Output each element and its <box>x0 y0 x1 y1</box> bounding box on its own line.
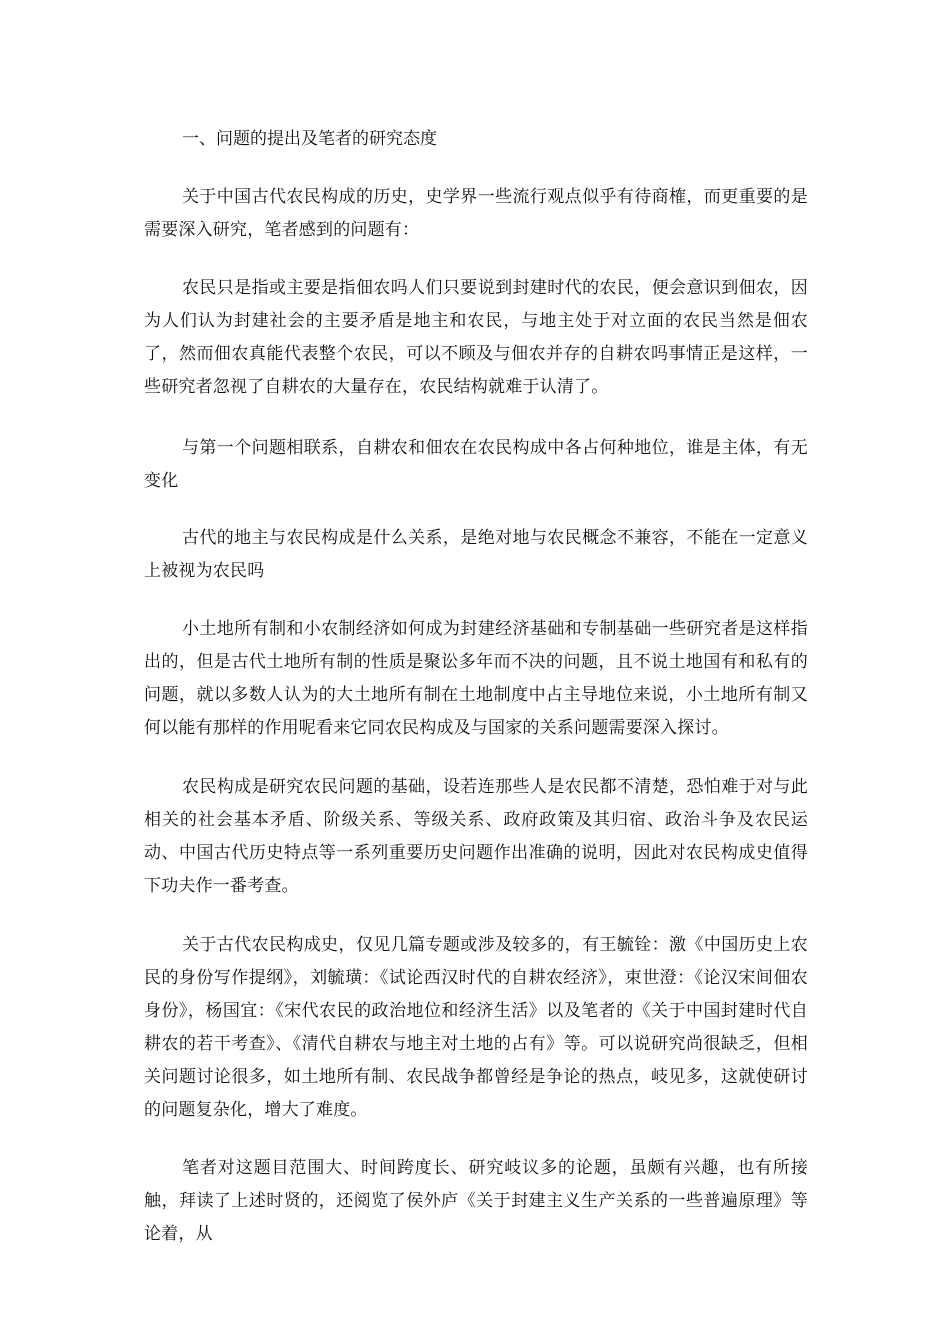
paragraph-question-structure: 与第一个问题相联系，自耕农和佃农在农民构成中各占何种地位，谁是主体，有无变化 <box>144 438 808 491</box>
paragraph-question-landlord: 古代的地主与农民构成是什么关系，是绝对地与农民概念不兼容，不能在一定意义上被视为农民吗 <box>144 528 808 581</box>
section-heading: 一、问题的提出及笔者的研究态度 <box>182 129 437 149</box>
paragraph-question-landownership: 小土地所有制和小农制经济如何成为封建经济基础和专制基础一些研究者是这样指出的，但是古代土地所有制的性质是聚讼多年而不决的问题，且不说土地国有和私有的问题，就以多数人认为的大土地所有制在土地制度中占主导地位来说，小土地所有制又何以能有那样的作用呢看来它同农民构成及与国家的关系问题需要深入探讨。 <box>144 619 808 738</box>
paragraph-author-approach: 笔者对这题目范围大、时间跨度长、研究岐议多的论题，虽颇有兴趣，也有所接触，拜读了上述时贤的，还阅览了侯外庐《关于封建主义生产关系的一些普遍原理》等论着，从 <box>144 1158 808 1244</box>
paragraph-intro: 关于中国古代农民构成的历史，史学界一些流行观点似乎有待商榷，而更重要的是需要深入研究，笔者感到的问题有： <box>144 187 808 240</box>
paragraph-question-tenant: 农民只是指或主要是指佃农吗人们只要说到封建时代的农民，便会意识到佃农，因为人们认为封建社会的主要矛盾是地主和农民，与地主处于对立面的农民当然是佃农了，然而佃农真能代表整个农民，可以不顾及与佃农并存的自耕农吗事情正是这样，一些研究者忽视了自耕农的大量存在，农民结构就难于认清了。 <box>144 278 808 397</box>
paragraph-literature: 关于古代农民构成史，仅见几篇专题或涉及较多的，有王毓铨：激《中国历史上农民的身份写作提纲》，刘毓璜：《试论西汉时代的自耕农经济》，束世澄：《论汉宋间佃农身份》，杨国宜：《宋代农民的政治地位和经济生活》以及笔者的《关于中国封建时代自耕农的若干考查》、《清代自耕农与地主对土地的占有》等。可以说研究尚很缺乏，但相关问题讨论很多，如土地所有制、农民战争都曾经是争论的热点，岐见多，这就使研讨的问题复杂化，增大了难度。 <box>144 935 808 1120</box>
paragraph-importance: 农民构成是研究农民问题的基础，设若连那些人是农民都不清楚，恐怕难于对与此相关的社会基本矛盾、阶级关系、等级关系、政府政策及其归宿、政治斗争及农民运动、中国古代历史特点等一系列重要历史问题作出准确的说明，因此对农民构成史值得下功夫作一番考查。 <box>144 777 808 896</box>
